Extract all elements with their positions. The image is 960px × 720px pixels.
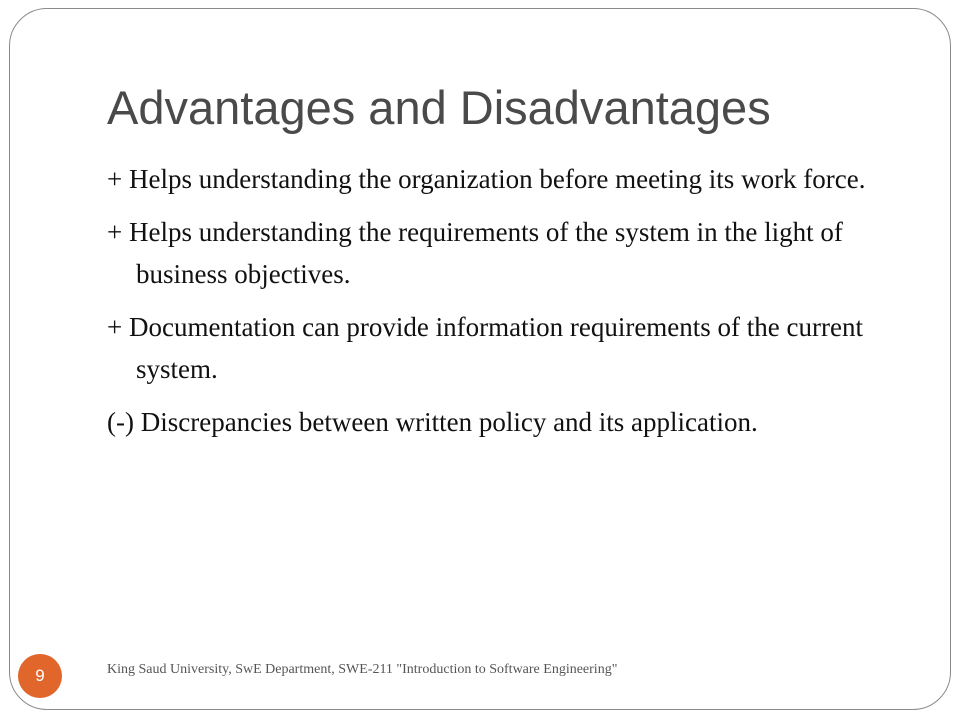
- slide-title: Advantages and Disadvantages: [107, 81, 771, 134]
- advantage-point: + Helps understanding the requirements of the system in the light of business objectives.: [107, 217, 843, 289]
- slide-number-badge: 9: [18, 654, 62, 698]
- advantage-point: + Helps understanding the organization before meeting its work force.: [107, 164, 866, 194]
- advantage-point: + Documentation can provide information requirements of the current system.: [107, 312, 863, 384]
- slide-body: [107, 158, 897, 454]
- disadvantage-point: (-) Discrepancies between written policy and its application.: [107, 407, 758, 437]
- footer-text: King Saud University, SwE Department, SWE-211 "Introduction to Software Engineering": [107, 662, 618, 677]
